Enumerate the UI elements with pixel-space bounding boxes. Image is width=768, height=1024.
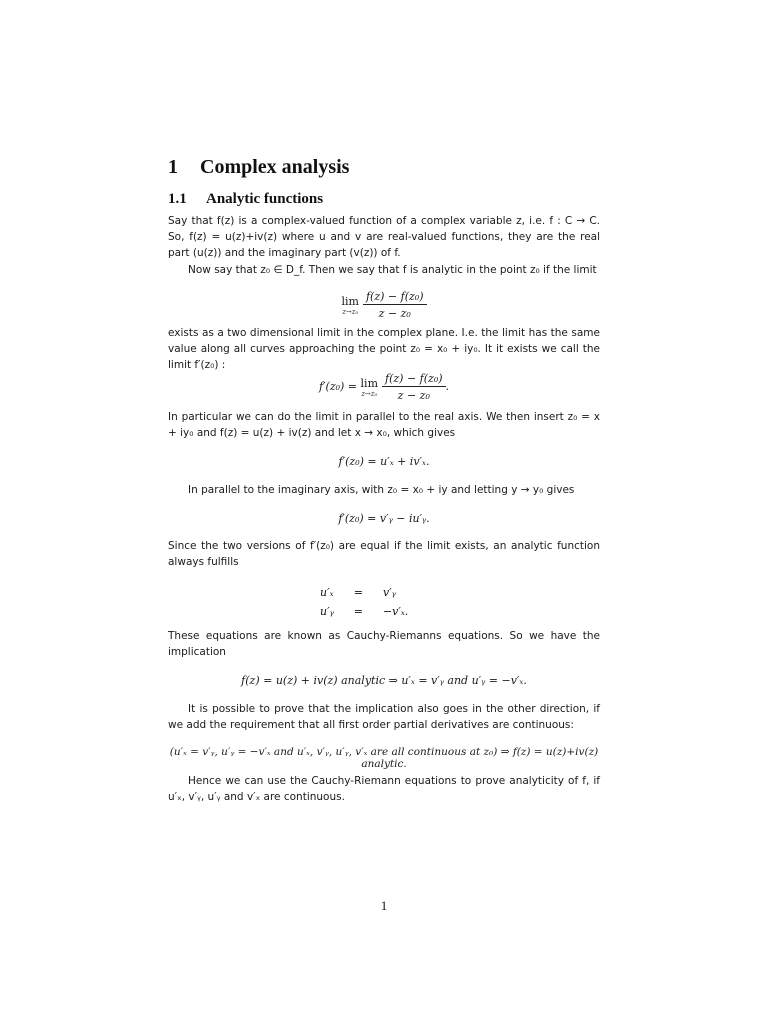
cr1-lhs: u′ₓ — [320, 586, 334, 599]
lim-word: lim — [341, 294, 359, 308]
paragraph-converse: It is possible to prove that the implication also goes in the other direction, if we add the requirement that all first order partial derivatives are continuous: — [168, 703, 600, 731]
lim-word-2: lim — [360, 376, 378, 390]
lim-subscript-2: z→z₀ — [361, 389, 378, 398]
cr1-equals: = — [353, 586, 363, 599]
section-number: 1 — [168, 156, 178, 178]
subsection-heading — [168, 191, 323, 208]
subsection-number: 1.1 — [168, 191, 187, 207]
cr-row-1 — [314, 584, 414, 601]
lim-operator-2 — [361, 377, 378, 398]
equation-limit — [168, 290, 600, 320]
paragraph-two-dim-limit: exists as a two dimensional limit in the complex plane. I.e. the limit has the same value along all curves approaching the point z₀ = x₀ + iy₀. It it exists we call the limit f′(z₀) : — [168, 327, 600, 371]
paragraph-definition: Say that f(z) is a complex-valued function of a complex variable z, i.e. f : C → C. So, f(z) = u(z)+iv(z) where u and v are real-valued functions, they are the real part (u(z)) and the imaginary part (v(z)) of f. — [168, 215, 600, 259]
paragraph-analytic-point: Now say that z₀ ∈ D_f. Then we say that f is analytic in the point z₀ if the limit — [188, 264, 597, 276]
equation-converse: (u′ₓ = v′ᵧ, u′ᵧ = −v′ₓ and u′ₓ, v′ᵧ, u′ᵧ, v′ₓ are all continuous at z₀) ⇒ f(z) = u(z)+iv(z) analytic. — [169, 746, 599, 770]
lim-subscript: z→z₀ — [342, 307, 359, 316]
paragraph-fulfills: Since the two versions of f′(z₀) are equal if the limit exists, an analytic function always fulfills — [168, 540, 600, 568]
subsection-title: Analytic functions — [206, 191, 324, 207]
paragraph-real-axis: In particular we can do the limit in parallel to the real axis. We then insert z₀ = x + iy₀ and f(z) = u(z) + iv(z) and let x → x₀, which gives — [168, 411, 600, 439]
paragraph-imaginary-axis: In parallel to the imaginary axis, with z₀ = x₀ + iy and letting y → y₀ gives — [188, 484, 575, 496]
equation-implication: f(z) = u(z) + iv(z) analytic ⇒ u′ₓ = v′ᵧ and u′ᵧ = −v′ₓ. — [241, 674, 527, 687]
paragraph-conclusion: Hence we can use the Cauchy-Riemann equations to prove analyticity of f, if u′ₓ, v′ᵧ, u′ᵧ and v′ₓ are continuous. — [168, 775, 600, 803]
cr2-rhs: −v′ₓ. — [382, 605, 409, 618]
page-number: 1 — [380, 898, 388, 913]
section-heading — [168, 156, 349, 179]
derivative-denominator: z − z₀ — [397, 389, 430, 402]
cr-row-2 — [314, 603, 414, 620]
derivative-lhs: f′(z₀) = — [318, 380, 358, 393]
equation-real-axis: f′(z₀) = u′ₓ + iv′ₓ. — [338, 455, 430, 468]
section-title: Complex analysis — [200, 156, 350, 178]
equation-imaginary-axis: f′(z₀) = v′ᵧ − iu′ᵧ. — [338, 512, 430, 525]
cauchy-riemann-equations — [312, 582, 416, 622]
paragraph-cauchy-riemann: These equations are known as Cauchy-Riemanns equations. So we have the implication — [168, 630, 600, 658]
derivative-numerator: f(z) − f(z₀) — [382, 372, 446, 387]
cr2-lhs: u′ᵧ — [320, 605, 334, 618]
lim-operator — [342, 295, 359, 316]
cr1-rhs: v′ᵧ — [382, 586, 396, 599]
limit-numerator: f(z) − f(z₀) — [363, 290, 427, 305]
limit-denominator: z − z₀ — [378, 307, 411, 320]
derivative-fraction — [382, 372, 446, 402]
equation-derivative: f′(z₀) = lim z→z₀ $\frac{\text{f(z) − f(z₀)}}{\text{z − z₀}}$ . — [318, 372, 450, 402]
limit-fraction — [363, 290, 427, 320]
cr2-equals: = — [353, 605, 363, 618]
